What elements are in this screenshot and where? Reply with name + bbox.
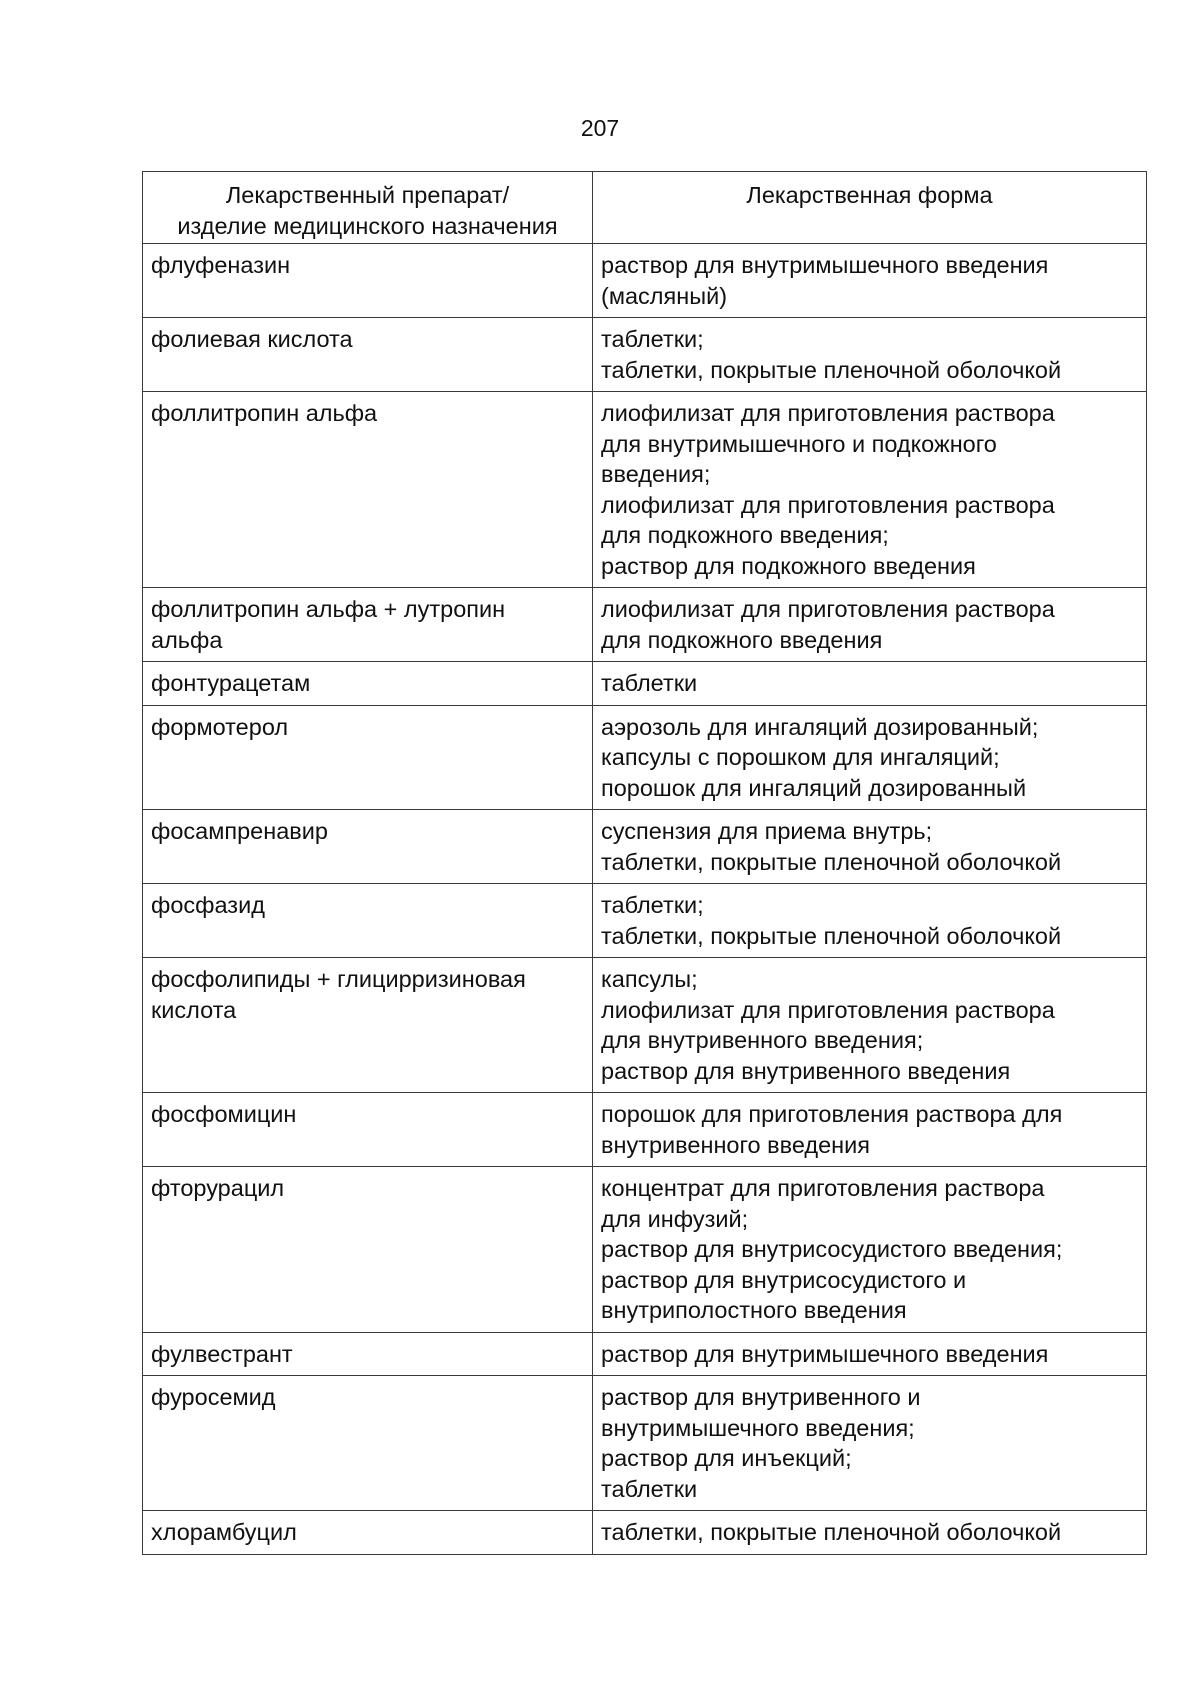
- drug-cell: фторурацил: [143, 1167, 593, 1333]
- form-cell: таблетки; таблетки, покрытые пленочной оболочкой: [593, 318, 1147, 392]
- form-cell: раствор для внутримышечного введения (масляный): [593, 244, 1147, 318]
- form-cell: раствор для внутривенного и внутримышечного введения; раствор для инъекций; таблетки: [593, 1376, 1147, 1511]
- table-row: [143, 1093, 1147, 1167]
- form-cell: капсулы; лиофилизат для приготовления раствора для внутривенного введения; раствор для внутривенного введения: [593, 958, 1147, 1093]
- drug-cell: фосампренавир: [143, 810, 593, 884]
- form-cell: лиофилизат для приготовления раствора для подкожного введения: [593, 588, 1147, 662]
- table-row: [143, 1376, 1147, 1511]
- table-header: [143, 172, 1147, 244]
- form-cell: суспензия для приема внутрь; таблетки, покрытые пленочной оболочкой: [593, 810, 1147, 884]
- table-row: [143, 705, 1147, 810]
- table-row: [143, 662, 1147, 706]
- table-row: [143, 810, 1147, 884]
- drug-cell: фосфолипиды + глицирризиновая кислота: [143, 958, 593, 1093]
- form-cell: концентрат для приготовления раствора для инфузий; раствор для внутрисосудистого введения; раствор для внутрисосудистого и внутриполостного введения: [593, 1167, 1147, 1333]
- drug-cell: фонтурацетам: [143, 662, 593, 706]
- table-row: [143, 1167, 1147, 1333]
- header-form: Лекарственная форма: [593, 172, 1147, 244]
- form-cell: аэрозоль для ингаляций дозированный; капсулы с порошком для ингаляций; порошок для ингаляций дозированный: [593, 705, 1147, 810]
- drug-cell: фуросемид: [143, 1376, 593, 1511]
- page-number: 207: [580, 115, 620, 141]
- drug-cell: хлорамбуцил: [143, 1511, 593, 1555]
- form-cell: раствор для внутримышечного введения: [593, 1332, 1147, 1376]
- form-cell: таблетки: [593, 662, 1147, 706]
- form-cell: порошок для приготовления раствора для внутривенного введения: [593, 1093, 1147, 1167]
- form-cell: таблетки; таблетки, покрытые пленочной оболочкой: [593, 884, 1147, 958]
- drug-cell: фоллитропин альфа: [143, 392, 593, 588]
- table-body: [143, 244, 1147, 1555]
- drug-cell: фолиевая кислота: [143, 318, 593, 392]
- drug-cell: фоллитропин альфа + лутропин альфа: [143, 588, 593, 662]
- table-row: [143, 1511, 1147, 1555]
- table-row: [143, 588, 1147, 662]
- form-cell: таблетки, покрытые пленочной оболочкой: [593, 1511, 1147, 1555]
- header-drug: Лекарственный препарат/ изделие медицинского назначения: [143, 172, 593, 244]
- table-row: [143, 392, 1147, 588]
- drug-cell: флуфеназин: [143, 244, 593, 318]
- drug-cell: фулвестрант: [143, 1332, 593, 1376]
- drug-table: [142, 171, 1147, 1555]
- drug-cell: формотерол: [143, 705, 593, 810]
- form-cell: лиофилизат для приготовления раствора для внутримышечного и подкожного введения; лиофилизат для приготовления раствора для подкожного введения; раствор для подкожного введения: [593, 392, 1147, 588]
- header-row: [143, 172, 1147, 244]
- table-row: [143, 958, 1147, 1093]
- table-row: [143, 244, 1147, 318]
- drug-cell: фосфазид: [143, 884, 593, 958]
- table-row: [143, 884, 1147, 958]
- table-row: [143, 1332, 1147, 1376]
- drug-cell: фосфомицин: [143, 1093, 593, 1167]
- table-row: [143, 318, 1147, 392]
